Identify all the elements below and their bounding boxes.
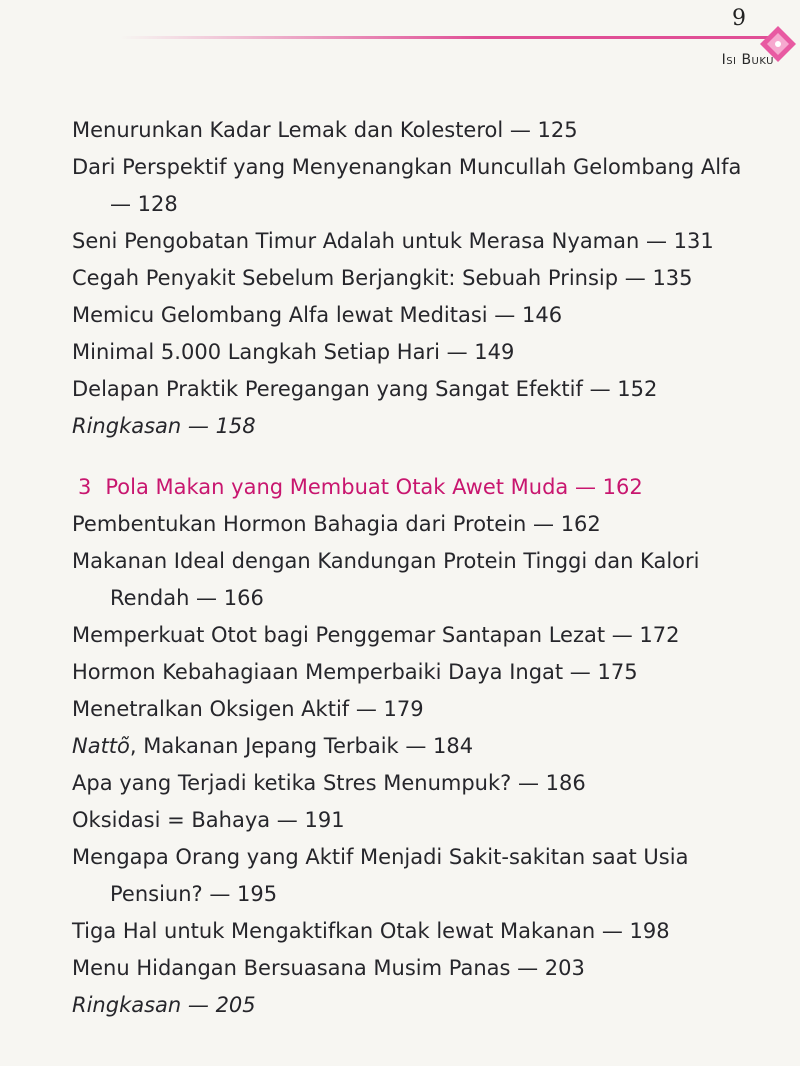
toc-entry: Hormon Kebahagiaan Memperbaiki Daya Ingat — 175 [72, 660, 638, 684]
toc-entry: Cegah Penyakit Sebelum Berjangkit: Sebuah Prinsip — 135 [72, 266, 693, 290]
toc-entry: Oksidasi = Bahaya — 191 [72, 808, 345, 832]
chapter-heading [72, 469, 784, 506]
toc-entry-summary: Ringkasan — 158 [72, 414, 256, 438]
toc-entry: Seni Pengobatan Timur Adalah untuk Merasa Nyaman — 131 [72, 229, 714, 253]
table-of-contents [72, 112, 784, 1024]
toc-entry: Delapan Praktik Peregangan yang Sangat Efektif — 152 [72, 377, 658, 401]
chapter-title: Pola Makan yang Membuat Otak Awet Muda — 162 [105, 475, 643, 499]
chapter-number: 3 [78, 475, 92, 499]
toc-entry: Makanan Ideal dengan Kandungan Protein Tinggi dan Kalori Rendah — 166 [72, 549, 700, 610]
toc-entry: Memicu Gelombang Alfa lewat Meditasi — 146 [72, 303, 563, 327]
toc-entry-summary: Ringkasan — 205 [72, 993, 256, 1017]
toc-entry: Tiga Hal untuk Mengaktifkan Otak lewat Makanan — 198 [72, 919, 670, 943]
toc-entry: Menetralkan Oksigen Aktif — 179 [72, 697, 424, 721]
toc-entry: Minimal 5.000 Langkah Setiap Hari — 149 [72, 340, 515, 364]
toc-entry: Apa yang Terjadi ketika Stres Menumpuk? — 186 [72, 771, 586, 795]
toc-entry: Memperkuat Otot bagi Penggemar Santapan Lezat — 172 [72, 623, 680, 647]
toc-entry: Menurunkan Kadar Lemak dan Kolesterol — 125 [72, 118, 578, 142]
toc-entry: Dari Perspektif yang Menyenangkan Muncullah Gelombang Alfa — 128 [72, 155, 742, 216]
toc-entry: Nattõ, Makanan Jepang Terbaik — 184 [72, 734, 474, 758]
section-label: Isi Buku [721, 52, 774, 68]
page-number: 9 [732, 6, 746, 31]
toc-entry: Pembentukan Hormon Bahagia dari Protein — 162 [72, 512, 601, 536]
header-rule [120, 36, 780, 39]
toc-entry: Mengapa Orang yang Aktif Menjadi Sakit-sakitan saat Usia Pensiun? — 195 [72, 845, 689, 906]
toc-entry: Menu Hidangan Bersuasana Musim Panas — 203 [72, 956, 585, 980]
